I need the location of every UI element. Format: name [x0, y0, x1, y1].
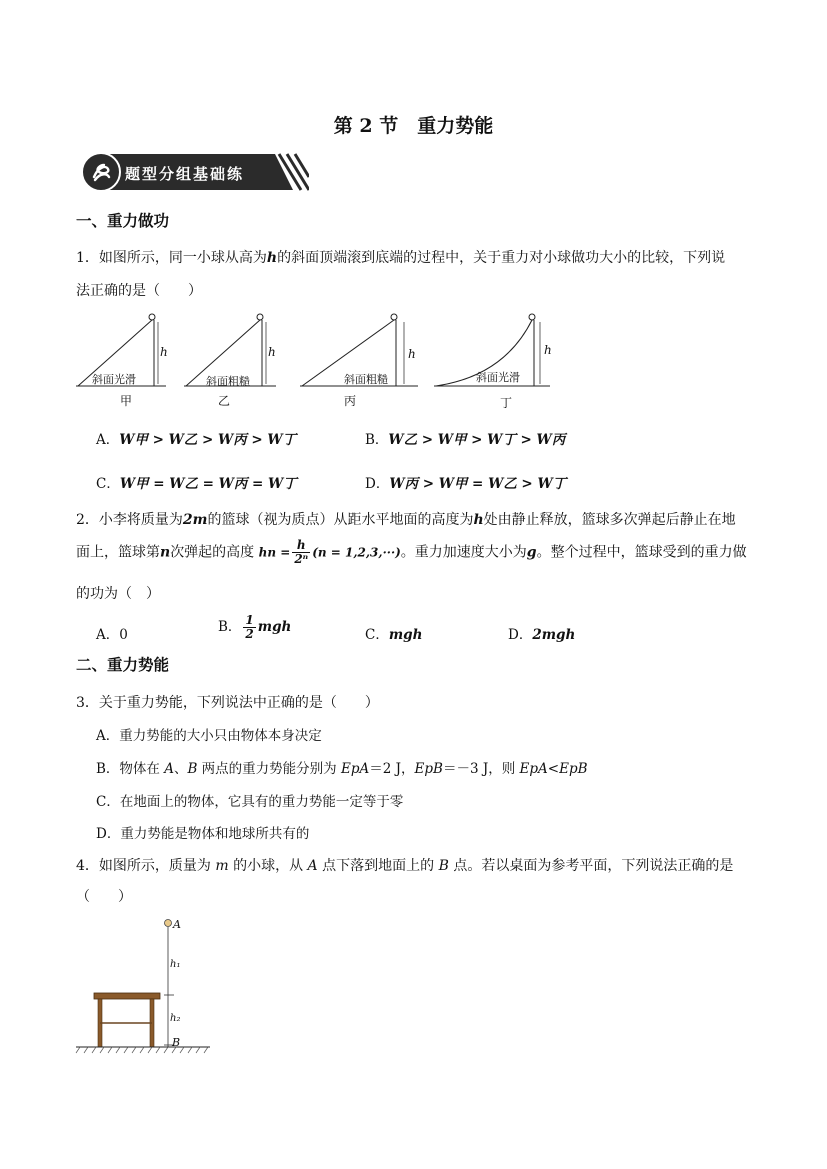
q2-option-a[interactable]: A．0: [96, 627, 128, 643]
section-heading-1: 一、重力做功: [76, 211, 170, 230]
q4-stem-line2: （ ）: [76, 889, 132, 905]
q1-figures: [74, 310, 554, 414]
q4-label-a: A: [173, 918, 181, 931]
fig-bing-label: 丙: [344, 394, 357, 408]
q1-option-c[interactable]: C．W甲 = W乙 = W丙 = W丁: [96, 476, 297, 492]
q1-stem-line1: 1．如图所示，同一小球从高为h的斜面顶端滚到底端的过程中，关于重力对小球做功大小的比较，下列说: [76, 250, 726, 266]
q4-label-h1: h₁: [170, 959, 181, 970]
q3-option-a[interactable]: A．重力势能的大小只由物体本身决定: [96, 728, 322, 744]
fig-yi-h: h: [268, 345, 276, 359]
fig-ding-h: h: [544, 343, 552, 357]
q4-label-b: B: [172, 1036, 181, 1049]
q3-option-d[interactable]: D．重力势能是物体和地球所共有的: [96, 826, 310, 842]
q3-option-b[interactable]: B．物体在 A、B 两点的重力势能分别为 EpA＝2 J，EpB＝－3 J，则 EpA<EpB: [96, 761, 588, 777]
fig-yi-surface: 斜面粗糙: [206, 375, 250, 388]
q2-fraction: $\frac{h}{\text{2ⁿ}}$: [294, 538, 309, 566]
fig-jia-label: 甲: [120, 394, 133, 408]
q4-label-h2: h₂: [170, 1013, 181, 1024]
section-heading-2: 二、重力势能: [76, 655, 170, 674]
fig-bing-surface: 斜面粗糙: [344, 373, 388, 386]
q2-stem-line3: 的功为（ ）: [76, 586, 160, 602]
q3-stem: 3．关于重力势能，下列说法中正确的是（ ）: [76, 695, 379, 711]
q1-option-a[interactable]: A．W甲 > W乙 > W丙 > W丁: [96, 432, 297, 448]
q2-option-b[interactable]: B． $\frac{1}{2}$ mgh: [218, 613, 292, 641]
fig-bing-h: h: [408, 347, 416, 361]
fig-jia-h: h: [160, 345, 168, 359]
fig-jia-surface: 斜面光滑: [92, 373, 136, 386]
ribbon-icon: [88, 159, 114, 185]
q2-stem-line1: 2．小李将质量为2m的篮球（视为质点）从距水平地面的高度为h处由静止释放，篮球多次弹起后静止在地: [76, 512, 736, 528]
q3-option-c[interactable]: C．在地面上的物体，它具有的重力势能一定等于零: [96, 794, 404, 810]
q2-option-d[interactable]: D．2mgh: [508, 627, 576, 643]
fig-ding-surface: 斜面光滑: [476, 371, 520, 384]
banner-label: 题型分组基础练: [125, 165, 245, 183]
q4-figure: [74, 915, 214, 1057]
page-title: 第 2 节 重力势能: [333, 115, 494, 137]
q4-stem-line1: 4．如图所示，质量为 m 的小球，从 A 点下落到地面上的 B 点。若以桌面为参考平面，下列说法正确的是: [76, 858, 734, 874]
fig-ding-label: 丁: [500, 396, 513, 410]
q2-option-c[interactable]: C．mgh: [365, 627, 423, 643]
q2-stem-line2: 面上，篮球第n次弹起的高度 hn = $\frac{h}{\text{2ⁿ}}$ (n = 1,2,3,···)。重力加速度大小为g。整个过程中，篮球受到的重力做: [76, 538, 747, 566]
q1-stem-line2: 法正确的是（ ）: [76, 283, 202, 299]
q1-option-b[interactable]: B．W乙 > W甲 > W丁 > W丙: [365, 432, 566, 448]
fig-yi-label: 乙: [218, 394, 231, 408]
q1-option-d[interactable]: D．W丙 > W甲 = W乙 > W丁: [365, 476, 567, 492]
